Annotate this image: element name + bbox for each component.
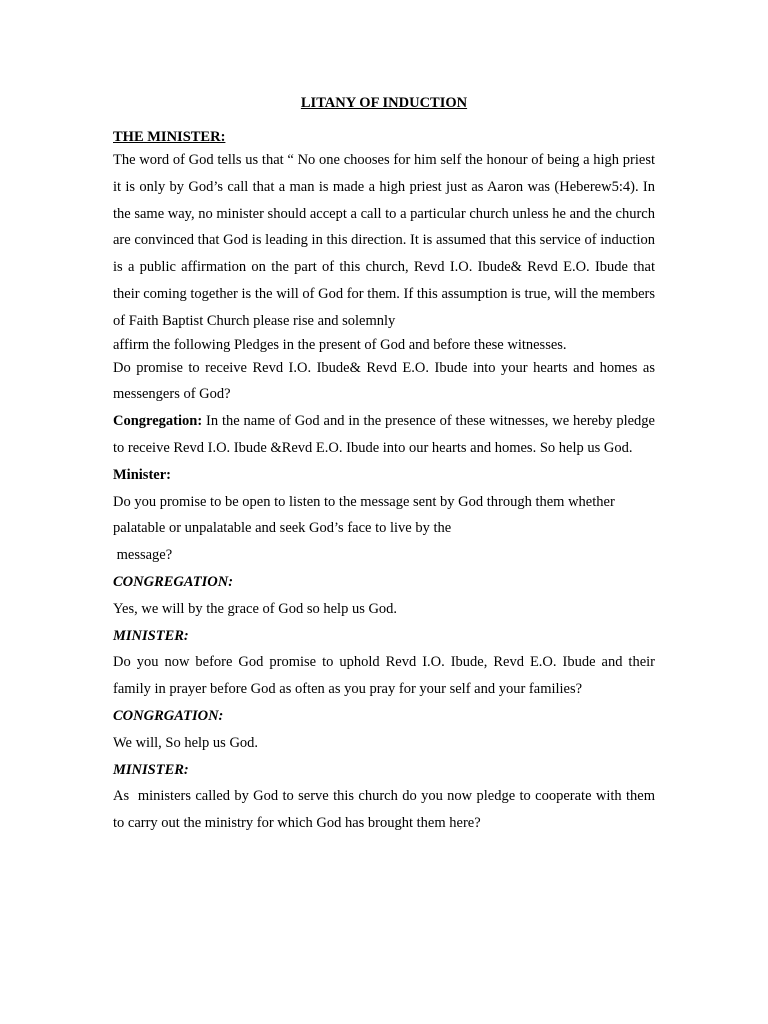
intro-last-line: affirm the following Pledges in the present of God and before these witnesses. (113, 336, 567, 353)
question-2-line-1: Do you promise to be open to listen to the message sent by God through them whether palatable or unpalatable and seek God’s face to live by the (113, 493, 615, 537)
question-1: Do promise to receive Revd I.O. Ibude& Revd E.O. Ibude into your hearts and homes as messengers of God? (113, 359, 655, 403)
document-body (113, 127, 659, 837)
question-4: As ministers called by God to serve this church do you now pledge to cooperate with them to carry out the ministry for which God has brought them here? (113, 788, 659, 832)
response-1: In the name of God and in the presence of these witnesses, we hereby pledge to receive Revd I.O. Ibude &Revd E.O. Ibude into our hearts and homes. So help us God. (113, 413, 655, 456)
minister-label-2: Minister: (113, 466, 171, 483)
response-3: We will, So help us God. (113, 734, 259, 751)
congregation-label-1: Congregation: (113, 413, 203, 430)
intro-paragraph: The word of God tells us that “ No one chooses for him self the honour of being a high priest it is only by God’s call that a man is made a high priest just as Aaron was (Heberew5:4). In the same way, no minister should accept a call to a particular church unless he and the church are convinced that God is leading in this direction. It is assumed that this service of induction is a public affirmation on the part of this church, Revd I.O. Ibude& Revd E.O. Ibude that their coming together is the will of God for them. If this assumption is true, will the members of Faith Baptist Church please rise and solemnly (113, 152, 655, 329)
document-title: LITANY OF INDUCTION (300, 95, 468, 111)
minister-label-4: MINISTER: (113, 761, 189, 778)
response-2: Yes, we will by the grace of God so help us God. (113, 600, 398, 617)
question-2-line-2: message? (113, 547, 173, 564)
minister-label-3: MINISTER: (113, 627, 189, 644)
question-3: Do you now before God promise to uphold Revd I.O. Ibude, Revd E.O. Ibude and their family in prayer before God as often as you pray for your self and your families? (113, 654, 655, 698)
minister-heading: THE MINISTER: (113, 129, 226, 145)
congregation-label-2: CONGREGATION: (113, 573, 234, 590)
response-1-paragraph (113, 408, 655, 462)
congregation-label-3: CONGRGATION: (113, 707, 224, 724)
